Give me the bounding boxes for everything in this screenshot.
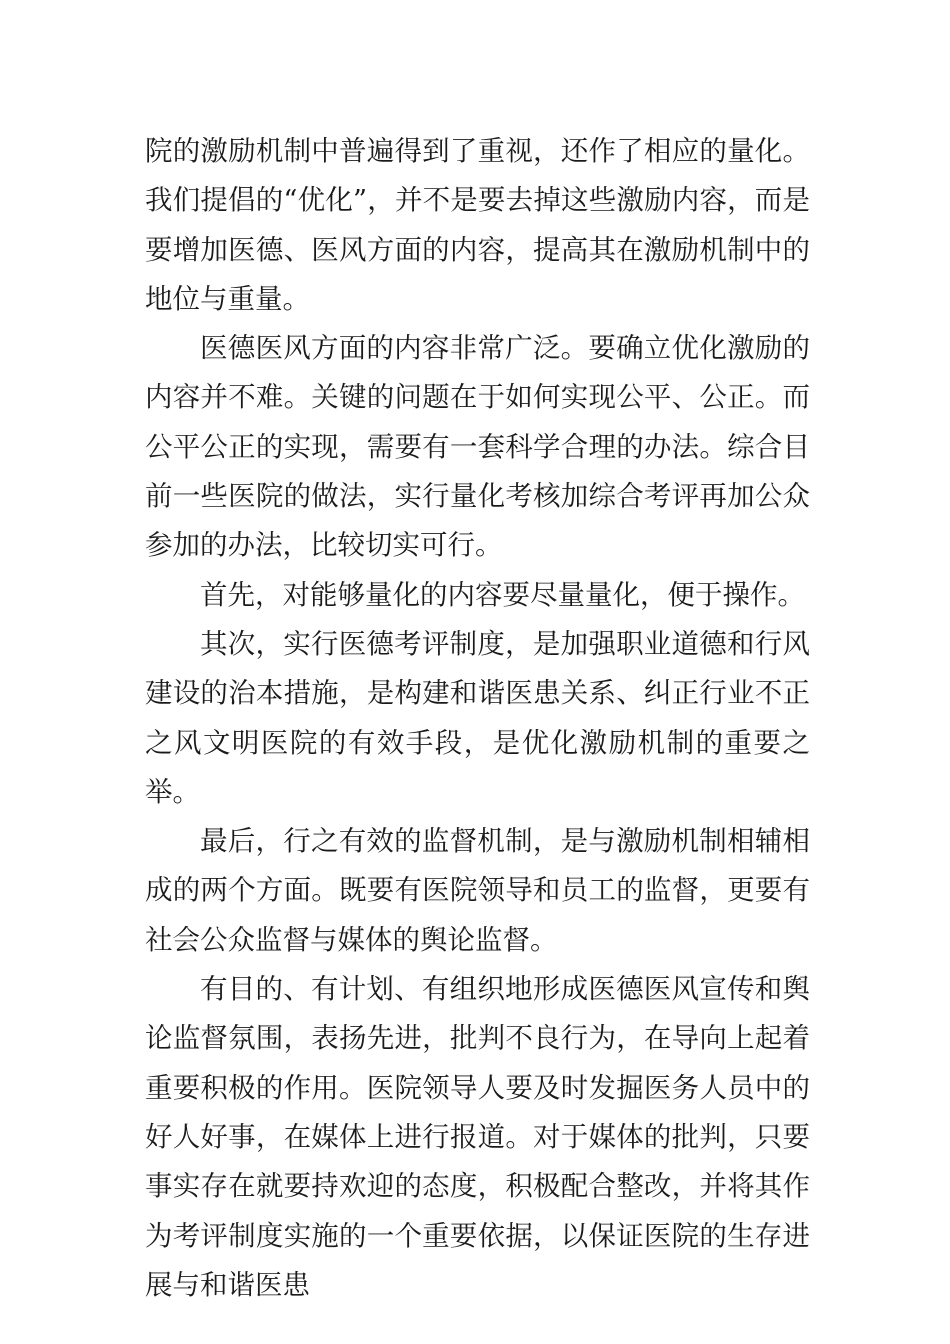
paragraph-first: 首先，对能够量化的内容要尽量量化，便于操作。	[200, 578, 805, 611]
paragraph-last: 最后，行之有效的监督机制，是与激励机制相辅相成的两个方面。既要有医院领导和员工的监督，更要有社会公众监督与媒体的舆论监督。	[145, 825, 810, 956]
paragraph-publicity: 有目的、有计划、有组织地形成医德医风宣传和舆论监督氛围，表扬先进，批判不良行为，在导向上起着重要积极的作用。医院领导人要及时发掘医务人员中的好人好事，在媒体上进行报道。对于媒体的批判，只要事实存在就要持欢迎的态度，积极配合整改，并将其作为考评制度实施的一个重要依据，以保证医院的生存进展与和谐医患	[145, 973, 810, 1301]
paragraph-continuation: 院的激励机制中普遍得到了重视，还作了相应的量化。我们提倡的“优化”，并不是要去掉这些激励内容，而是要增加医德、医风方面的内容，提高其在激励机制中的地位与重量。	[145, 135, 810, 315]
paragraph-content-scope: 医德医风方面的内容非常广泛。要确立优化激励的内容并不难。关键的问题在于如何实现公平、公正。而公平公正的实现，需要有一套科学合理的办法。综合目前一些医院的做法，实行量化考核加综合考评再加公众参加的办法，比较切实可行。	[145, 332, 810, 562]
paragraph-second: 其次，实行医德考评制度，是加强职业道德和行风建设的治本措施，是构建和谐医患关系、纠正行业不正之风文明医院的有效手段，是优化激励机制的重要之举。	[145, 627, 810, 808]
body-text	[145, 127, 810, 1310]
